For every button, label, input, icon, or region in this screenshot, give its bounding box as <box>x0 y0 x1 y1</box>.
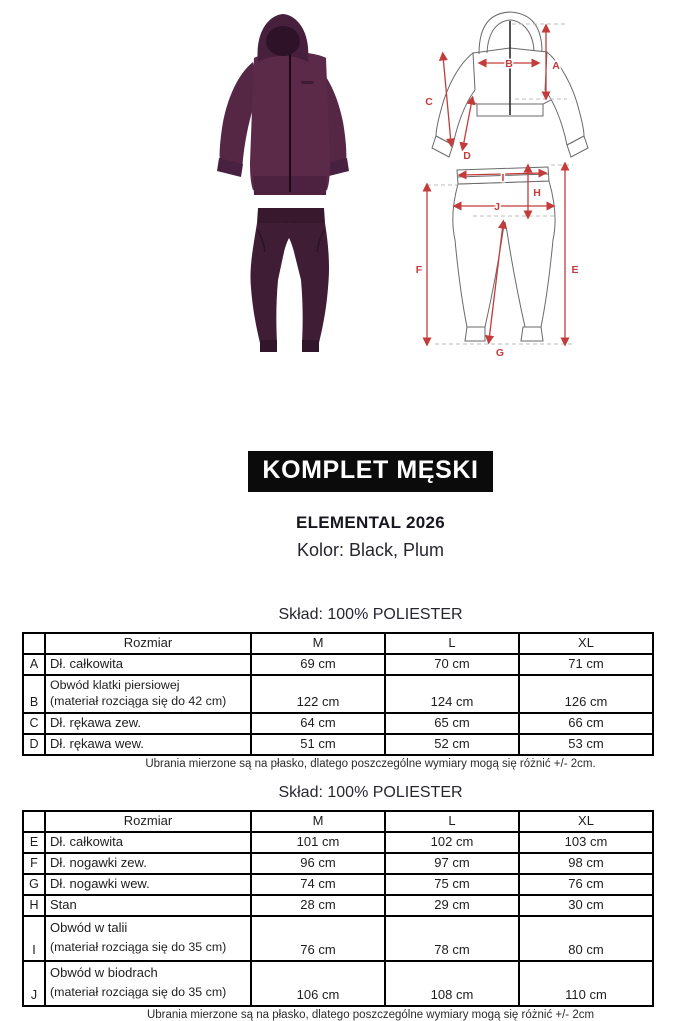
size-l-cell: L <box>385 811 519 832</box>
letter-header-cell <box>23 633 45 654</box>
measure-label-a: A <box>552 60 560 72</box>
size-xl-cell: XL <box>519 633 653 654</box>
composition-heading-1: Skład: 100% POLIESTER <box>278 605 463 623</box>
table-row: A Dł. całkowita 69 cm 70 cm 71 cm <box>23 654 653 675</box>
pants-measurement-diagram <box>415 160 610 360</box>
hoodie-shape <box>217 14 349 195</box>
measure-label-c: C <box>425 96 433 108</box>
color-line: Kolor: Black, Plum <box>296 539 445 560</box>
table-row: I Obwód w talii (materiał rozciąga się do 35 cm) 76 cm 78 cm 80 cm <box>23 916 653 961</box>
measure-label-e: E <box>571 264 579 276</box>
size-header-cell: Rozmiar <box>45 811 251 832</box>
title-block <box>33 451 675 492</box>
pants-shape <box>250 208 329 352</box>
hoodie-size-table <box>22 632 654 756</box>
table-row: C Dł. rękawa zew. 64 cm 65 cm 66 cm <box>23 713 653 734</box>
size-m-cell: M <box>251 633 385 654</box>
product-photo <box>198 12 368 352</box>
model-name: ELEMENTAL 2026 <box>295 512 446 532</box>
size-l-cell: L <box>385 633 519 654</box>
composition-heading-2: Skład: 100% POLIESTER <box>278 783 463 801</box>
measure-label-i: I <box>501 172 505 184</box>
table-row: D Dł. rękawa wew. 51 cm 52 cm 53 cm <box>23 734 653 755</box>
table-header-row <box>23 633 653 654</box>
table-row: F Dł. nogawki zew. 96 cm 97 cm 98 cm <box>23 853 653 874</box>
measure-label-g: G <box>495 347 505 359</box>
measure-label-j: J <box>494 201 500 213</box>
page-title: KOMPLET MĘSKI <box>248 451 492 492</box>
table-row: J Obwód w biodrach (materiał rozciąga się do 35 cm) 106 cm 108 cm 110 cm <box>23 961 653 1006</box>
measurement-note-1: Ubrania mierzone są na płasko, dlatego poszczególne wymiary mogą się różnić +/- 2cm. <box>145 757 596 770</box>
measure-label-f: F <box>415 264 423 276</box>
top-visuals <box>0 0 675 439</box>
measure-label-b: B <box>505 58 513 70</box>
pants-size-table <box>22 810 654 1008</box>
size-header-cell: Rozmiar <box>45 633 251 654</box>
table-row: G Dł. nogawki wew. 74 cm 75 cm 76 cm <box>23 874 653 895</box>
table-header-row <box>23 811 653 832</box>
hoodie-measurement-diagram <box>415 8 610 168</box>
size-xl-cell: XL <box>519 811 653 832</box>
measurement-note-2: Ubrania mierzone są na płasko, dlatego poszczególne wymiary mogą się różnić +/- 2cm <box>146 1009 595 1021</box>
table-row: B Obwód klatki piersiowej (materiał rozciąga się do 42 cm) 122 cm 124 cm 126 cm <box>23 675 653 713</box>
letter-header-cell <box>23 811 45 832</box>
measure-label-h: H <box>533 187 541 199</box>
size-m-cell: M <box>251 811 385 832</box>
table-row: H Stan 28 cm 29 cm 30 cm <box>23 895 653 916</box>
table-row: E Dł. całkowita 101 cm 102 cm 103 cm <box>23 832 653 853</box>
measure-label-d: D <box>463 150 471 162</box>
